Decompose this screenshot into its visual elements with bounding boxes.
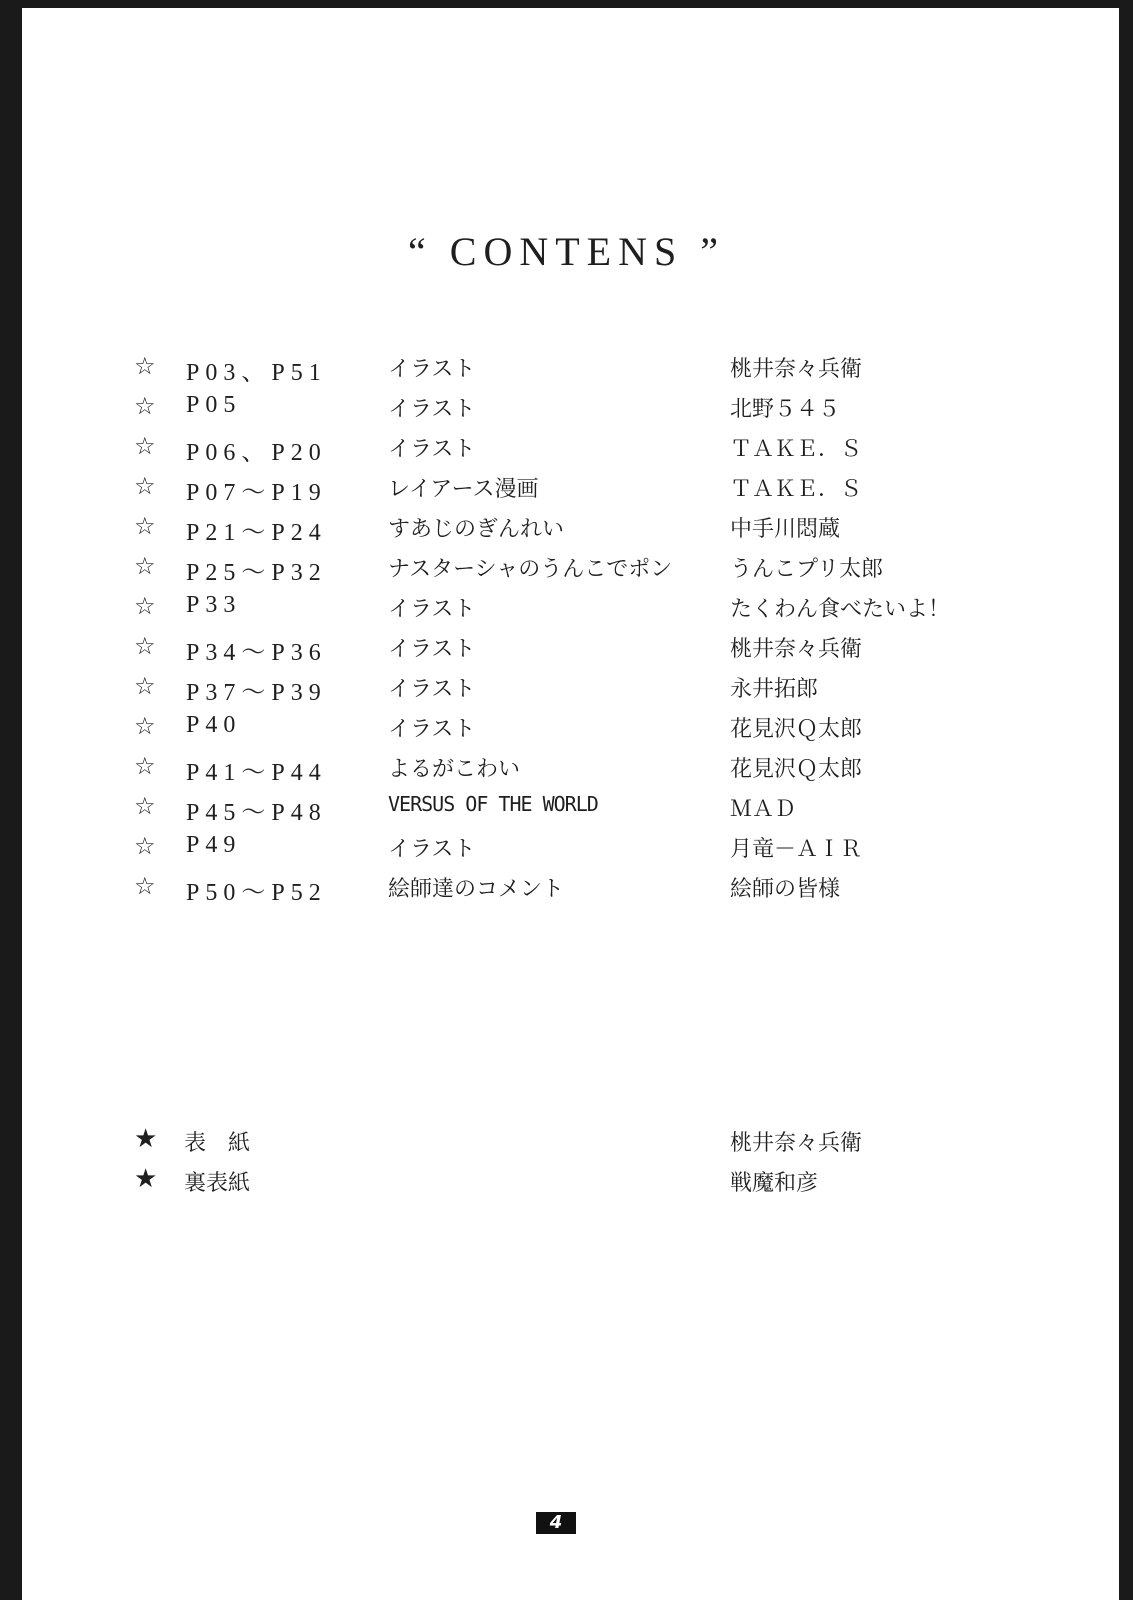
- toc-work: イラスト: [388, 397, 476, 422]
- credit-label: 裏表紙: [184, 1171, 251, 1196]
- credit-artist: 戦魔和彦: [730, 1171, 819, 1196]
- toc-pages: P05: [186, 392, 242, 418]
- star-outline-icon: ☆: [134, 392, 156, 420]
- toc-artist: 月竜－ＡＩＲ: [730, 837, 863, 862]
- page-number: 4: [536, 1512, 576, 1534]
- star-outline-icon: ☆: [134, 432, 156, 460]
- toc-pages: P06、P20: [186, 440, 327, 466]
- toc-work: イラスト: [388, 357, 476, 382]
- toc-work: 絵師達のコメント: [388, 877, 565, 902]
- toc-row: [0, 669, 1133, 709]
- toc-row: [0, 549, 1133, 589]
- toc-row: [0, 389, 1133, 429]
- star-outline-icon: ☆: [134, 872, 156, 900]
- star-outline-icon: ☆: [134, 632, 156, 660]
- toc-work: VERSUS OF THE WORLD: [388, 792, 598, 816]
- toc-pages: P03、P51: [186, 360, 327, 386]
- toc-pages: P49: [186, 832, 242, 858]
- toc-artist: 中手川悶蔵: [730, 517, 841, 542]
- credit-label: 表 紙: [184, 1131, 251, 1156]
- toc-row: [0, 509, 1133, 549]
- toc-row: [0, 789, 1133, 829]
- star-outline-icon: ☆: [134, 832, 156, 860]
- credit-row: [0, 1124, 1133, 1164]
- credit-row: [0, 1164, 1133, 1204]
- toc-pages: P37～P39: [186, 680, 327, 706]
- toc-artist: 北野５４５: [730, 397, 841, 422]
- toc-artist: 永井拓郎: [730, 677, 819, 702]
- star-filled-icon: ★: [134, 1124, 158, 1154]
- toc-row: [0, 349, 1133, 389]
- toc-work: イラスト: [388, 597, 476, 622]
- star-outline-icon: ☆: [134, 592, 156, 620]
- toc-work: レイアース漫画: [388, 477, 539, 502]
- toc-work: イラスト: [388, 837, 476, 862]
- toc-artist: 花見沢Ｑ太郎: [730, 717, 863, 742]
- toc-work: イラスト: [388, 637, 476, 662]
- toc-artist: たくわん食べたいよ！: [730, 597, 951, 622]
- star-outline-icon: ☆: [134, 512, 156, 540]
- toc-artist: 絵師の皆様: [730, 877, 841, 902]
- star-outline-icon: ☆: [134, 792, 156, 820]
- toc-row: [0, 429, 1133, 469]
- toc-pages: P34～P36: [186, 640, 327, 666]
- toc-work: ナスターシャのうんこでポン: [388, 557, 673, 582]
- toc-artist: うんこプリ太郎: [730, 557, 884, 582]
- toc-row: [0, 709, 1133, 749]
- toc-row: [0, 869, 1133, 909]
- toc-work: すあじのぎんれい: [388, 517, 565, 542]
- toc-artist: 桃井奈々兵衛: [730, 637, 863, 662]
- toc-pages: P07～P19: [186, 480, 327, 506]
- star-outline-icon: ☆: [134, 672, 156, 700]
- star-outline-icon: ☆: [134, 752, 156, 780]
- toc-artist: 桃井奈々兵衛: [730, 357, 863, 382]
- toc-row: [0, 629, 1133, 669]
- toc-pages: P25～P32: [186, 560, 327, 586]
- page-title: “ CONTENS ”: [408, 229, 725, 274]
- toc-pages: P21～P24: [186, 520, 327, 546]
- toc-artist: 花見沢Ｑ太郎: [730, 757, 863, 782]
- toc-pages: P33: [186, 592, 242, 618]
- toc-row: [0, 589, 1133, 629]
- toc-row: [0, 829, 1133, 869]
- toc-pages: P45～P48: [186, 800, 327, 826]
- toc-pages: P41～P44: [186, 760, 327, 786]
- toc-pages: P40: [186, 712, 242, 738]
- toc-pages: P50～P52: [186, 880, 327, 906]
- toc-row: [0, 469, 1133, 509]
- toc-row: [0, 749, 1133, 789]
- toc-artist: ＴＡＫＥ．Ｓ: [730, 477, 863, 502]
- star-outline-icon: ☆: [134, 712, 156, 740]
- toc-work: よるがこわい: [388, 757, 521, 782]
- star-outline-icon: ☆: [134, 472, 156, 500]
- toc-artist: ＴＡＫＥ．Ｓ: [730, 437, 863, 462]
- star-outline-icon: ☆: [134, 352, 156, 380]
- toc-artist: ＭＡＤ: [730, 797, 797, 822]
- toc-work: イラスト: [388, 717, 476, 742]
- star-outline-icon: ☆: [134, 552, 156, 580]
- credit-artist: 桃井奈々兵衛: [730, 1131, 863, 1156]
- toc-work: イラスト: [388, 437, 476, 462]
- star-filled-icon: ★: [134, 1164, 158, 1194]
- toc-work: イラスト: [388, 677, 476, 702]
